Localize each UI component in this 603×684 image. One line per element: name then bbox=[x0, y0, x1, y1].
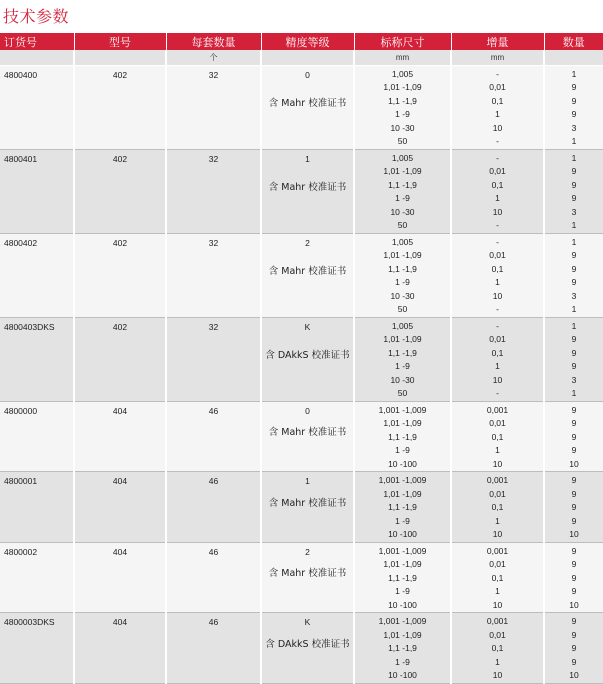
qty-per-set-cell: 46 bbox=[166, 613, 261, 684]
nominal-size-cell-line: 1 -9 bbox=[395, 586, 410, 596]
increment-cell-line: 0,1 bbox=[491, 431, 504, 442]
model-cell: 404 bbox=[74, 472, 166, 543]
certificate-note: 含 Mahr 校准证书 bbox=[268, 427, 347, 438]
count-cell-line: 9 bbox=[571, 250, 577, 260]
nominal-size-cell-line: 1,01 -1,09 bbox=[383, 559, 422, 569]
count-cell-line: 9 bbox=[571, 572, 577, 583]
grade-cell bbox=[261, 233, 354, 317]
nominal-size-cell-line: 1,005 bbox=[391, 68, 414, 79]
increment-cell-line: 0,01 bbox=[489, 166, 506, 176]
increment-cell-line: - bbox=[496, 68, 499, 79]
order-number-cell: 4800402 bbox=[0, 233, 74, 317]
nominal-size-cell bbox=[354, 149, 451, 233]
count-cell-line: 9 bbox=[571, 515, 577, 526]
grade-cell bbox=[261, 65, 354, 149]
increment-cell-line: 0,1 bbox=[491, 179, 504, 190]
nominal-size-cell-line: 50 bbox=[397, 304, 408, 314]
header-nominal-size: 标称尺寸 bbox=[354, 33, 451, 50]
table-row bbox=[0, 65, 603, 149]
count-cell-line: 1 bbox=[571, 68, 577, 79]
qty-per-set-cell: 46 bbox=[166, 401, 261, 472]
nominal-size-cell-line: 1,005 bbox=[391, 320, 414, 331]
unit-cell bbox=[74, 50, 166, 65]
table-row bbox=[0, 149, 603, 233]
count-cell-line: 1 bbox=[571, 304, 577, 314]
count-cell-line: 9 bbox=[571, 643, 577, 653]
count-cell-line: 9 bbox=[571, 277, 577, 287]
nominal-size-cell-line: 1,1 -1,9 bbox=[388, 179, 417, 190]
increment-cell-line: 10 bbox=[492, 122, 503, 133]
increment-cell-line: 1 bbox=[495, 277, 500, 287]
page-title: 技术参数 bbox=[3, 7, 70, 26]
header-increment: 增量 bbox=[451, 33, 544, 50]
grade-value: 0 bbox=[305, 69, 310, 80]
count-cell bbox=[544, 472, 603, 543]
nominal-size-cell-line: 1,01 -1,09 bbox=[383, 166, 422, 176]
count-cell-line: 9 bbox=[571, 616, 577, 626]
table-row bbox=[0, 401, 603, 472]
nominal-size-cell-line: 1,1 -1,9 bbox=[388, 347, 417, 358]
count-cell-line: 9 bbox=[571, 656, 577, 667]
grade-value: 2 bbox=[305, 237, 310, 248]
grade-value: K bbox=[304, 321, 311, 332]
grade-cell bbox=[261, 542, 354, 613]
model-cell: 402 bbox=[74, 65, 166, 149]
count-cell-line: 9 bbox=[571, 445, 577, 455]
nominal-size-cell-line: 1 -9 bbox=[395, 193, 410, 203]
increment-cell-line: 0,001 bbox=[486, 545, 509, 556]
increment-cell-line: 10 bbox=[492, 290, 503, 301]
increment-cell bbox=[451, 65, 544, 149]
increment-cell-line: 0,01 bbox=[489, 488, 506, 499]
nominal-size-cell-line: 10 -100 bbox=[388, 599, 417, 610]
count-cell bbox=[544, 317, 603, 401]
nominal-size-cell-line: 10 -30 bbox=[390, 122, 415, 133]
increment-cell-line: 1 bbox=[495, 656, 500, 667]
grade-value: 1 bbox=[305, 476, 310, 486]
qty-per-set-cell: 46 bbox=[166, 542, 261, 613]
increment-cell-line: - bbox=[496, 136, 499, 146]
grade-value: 2 bbox=[305, 546, 310, 557]
nominal-size-cell bbox=[354, 472, 451, 543]
increment-cell-line: 0,01 bbox=[489, 82, 506, 92]
count-cell bbox=[544, 65, 603, 149]
increment-cell-line: 0,01 bbox=[489, 418, 506, 428]
qty-per-set-cell: 32 bbox=[166, 65, 261, 149]
unit-cell bbox=[544, 50, 603, 65]
model-cell: 402 bbox=[74, 317, 166, 401]
increment-cell-line: 1 bbox=[495, 361, 500, 371]
count-cell-line: 9 bbox=[571, 82, 577, 92]
nominal-size-cell-line: 1 -9 bbox=[395, 361, 410, 371]
count-cell bbox=[544, 542, 603, 613]
model-cell: 404 bbox=[74, 401, 166, 472]
increment-cell-line: 10 bbox=[492, 458, 503, 469]
increment-cell-line: 0,1 bbox=[491, 263, 504, 274]
count-cell-line: 3 bbox=[571, 206, 577, 217]
count-cell-line: 1 bbox=[571, 136, 577, 146]
count-cell bbox=[544, 613, 603, 684]
increment-cell-line: - bbox=[496, 152, 499, 163]
count-cell-line: 10 bbox=[569, 458, 579, 469]
increment-cell-line: 0,1 bbox=[491, 347, 504, 358]
nominal-size-cell-line: 1,01 -1,09 bbox=[383, 250, 422, 260]
nominal-size-cell-line: 10 -30 bbox=[390, 374, 415, 385]
count-cell-line: 9 bbox=[571, 502, 577, 512]
header-row bbox=[0, 33, 603, 50]
increment-cell-line: - bbox=[496, 220, 499, 230]
count-cell-line: 9 bbox=[571, 418, 577, 428]
nominal-size-cell-line: 50 bbox=[397, 220, 408, 230]
increment-cell bbox=[451, 401, 544, 472]
certificate-note: 含 Mahr 校准证书 bbox=[268, 266, 347, 277]
count-cell-line: 10 bbox=[569, 599, 579, 610]
increment-cell-line: 1 bbox=[495, 586, 500, 596]
count-cell-line: 9 bbox=[571, 179, 577, 190]
grade-value: 1 bbox=[305, 153, 310, 164]
certificate-note: 含 Mahr 校准证书 bbox=[268, 568, 347, 579]
increment-cell-line: 0,001 bbox=[486, 475, 509, 485]
nominal-size-cell-line: 1 -9 bbox=[395, 277, 410, 287]
count-cell-line: 1 bbox=[571, 320, 577, 331]
nominal-size-cell-line: 1,1 -1,9 bbox=[388, 643, 417, 653]
grade-value: K bbox=[304, 617, 311, 627]
nominal-size-cell-line: 1,001 -1,009 bbox=[378, 616, 427, 626]
qty-per-set-cell: 32 bbox=[166, 233, 261, 317]
count-cell-line: 9 bbox=[571, 361, 577, 371]
increment-cell bbox=[451, 233, 544, 317]
nominal-size-cell-line: 1 -9 bbox=[395, 445, 410, 455]
increment-cell-line: 10 bbox=[492, 206, 503, 217]
certificate-note: 含 Mahr 校准证书 bbox=[268, 182, 347, 193]
unit-cell bbox=[0, 50, 74, 65]
model-cell: 402 bbox=[74, 233, 166, 317]
nominal-size-cell bbox=[354, 542, 451, 613]
increment-cell-line: - bbox=[496, 304, 499, 314]
order-number-cell: 4800001 bbox=[0, 472, 74, 543]
count-cell-line: 10 bbox=[569, 529, 579, 539]
increment-cell-line: 0,1 bbox=[491, 643, 504, 653]
certificate-note: 含 Mahr 校准证书 bbox=[268, 497, 347, 509]
increment-cell-line: 10 bbox=[492, 670, 503, 680]
unit-cell: mm bbox=[451, 50, 544, 65]
increment-cell bbox=[451, 472, 544, 543]
table-row bbox=[0, 233, 603, 317]
nominal-size-cell-line: 1,1 -1,9 bbox=[388, 572, 417, 583]
increment-cell-line: 1 bbox=[495, 515, 500, 526]
nominal-size-cell-line: 50 bbox=[397, 388, 408, 398]
count-cell-line: 9 bbox=[571, 95, 577, 106]
increment-cell-line: 0,001 bbox=[486, 616, 509, 626]
nominal-size-cell-line: 1,1 -1,9 bbox=[388, 263, 417, 274]
header-qty-per-set: 每套数量 bbox=[166, 33, 261, 50]
count-cell-line: 3 bbox=[571, 122, 577, 133]
model-cell: 402 bbox=[74, 149, 166, 233]
count-cell-line: 9 bbox=[571, 629, 577, 640]
count-cell-line: 9 bbox=[571, 193, 577, 203]
count-cell-line: 1 bbox=[571, 388, 577, 398]
count-cell-line: 1 bbox=[571, 152, 577, 163]
nominal-size-cell bbox=[354, 317, 451, 401]
header-count: 数量 bbox=[544, 33, 603, 50]
header-model: 型号 bbox=[74, 33, 166, 50]
increment-cell-line: 0,01 bbox=[489, 559, 506, 569]
count-cell-line: 9 bbox=[571, 475, 577, 485]
nominal-size-cell-line: 1,01 -1,09 bbox=[383, 418, 422, 428]
count-cell-line: 9 bbox=[571, 586, 577, 596]
nominal-size-cell-line: 1,1 -1,9 bbox=[388, 431, 417, 442]
increment-cell-line: 10 bbox=[492, 374, 503, 385]
count-cell-line: 9 bbox=[571, 263, 577, 274]
count-cell-line: 9 bbox=[571, 166, 577, 176]
count-cell-line: 9 bbox=[571, 334, 577, 344]
increment-cell bbox=[451, 542, 544, 613]
model-cell: 404 bbox=[74, 542, 166, 613]
count-cell-line: 9 bbox=[571, 404, 577, 415]
qty-per-set-cell: 32 bbox=[166, 317, 261, 401]
count-cell bbox=[544, 233, 603, 317]
nominal-size-cell-line: 1,001 -1,009 bbox=[378, 475, 427, 485]
nominal-size-cell-line: 10 -100 bbox=[388, 458, 417, 469]
increment-cell-line: 1 bbox=[495, 193, 500, 203]
increment-cell-line: - bbox=[496, 236, 499, 247]
grade-cell bbox=[261, 149, 354, 233]
table-row bbox=[0, 613, 603, 684]
count-cell-line: 3 bbox=[571, 374, 577, 385]
increment-cell-line: 0,01 bbox=[489, 629, 506, 640]
increment-cell bbox=[451, 149, 544, 233]
nominal-size-cell-line: 1,005 bbox=[391, 236, 414, 247]
order-number-cell: 4800403DKS bbox=[0, 317, 74, 401]
nominal-size-cell bbox=[354, 233, 451, 317]
grade-cell bbox=[261, 401, 354, 472]
nominal-size-cell-line: 1,001 -1,009 bbox=[378, 545, 427, 556]
increment-cell-line: - bbox=[496, 320, 499, 331]
spec-table bbox=[0, 33, 603, 684]
nominal-size-cell-line: 1,01 -1,09 bbox=[383, 488, 422, 499]
nominal-size-cell-line: 1,01 -1,09 bbox=[383, 629, 422, 640]
nominal-size-cell-line: 1,1 -1,9 bbox=[388, 502, 417, 512]
model-cell: 404 bbox=[74, 613, 166, 684]
nominal-size-cell-line: 10 -30 bbox=[390, 206, 415, 217]
order-number-cell: 4800400 bbox=[0, 65, 74, 149]
unit-cell bbox=[261, 50, 354, 65]
nominal-size-cell bbox=[354, 613, 451, 684]
increment-cell-line: - bbox=[496, 388, 499, 398]
unit-cell: 个 bbox=[166, 50, 261, 65]
count-cell-line: 3 bbox=[571, 290, 577, 301]
increment-cell-line: 1 bbox=[495, 445, 500, 455]
table-row bbox=[0, 317, 603, 401]
increment-cell-line: 0,01 bbox=[489, 250, 506, 260]
nominal-size-cell-line: 10 -100 bbox=[388, 529, 417, 539]
nominal-size-cell-line: 1,01 -1,09 bbox=[383, 82, 422, 92]
increment-cell-line: 10 bbox=[492, 529, 503, 539]
count-cell-line: 9 bbox=[571, 347, 577, 358]
certificate-note: 含 DAkkS 校准证书 bbox=[265, 350, 350, 361]
order-number-cell: 4800000 bbox=[0, 401, 74, 472]
count-cell-line: 10 bbox=[569, 670, 579, 680]
nominal-size-cell-line: 1 -9 bbox=[395, 656, 410, 667]
nominal-size-cell bbox=[354, 401, 451, 472]
unit-cell: mm bbox=[354, 50, 451, 65]
certificate-note: 含 DAkkS 校准证书 bbox=[265, 638, 350, 650]
count-cell-line: 1 bbox=[571, 236, 577, 247]
certificate-note: 含 Mahr 校准证书 bbox=[268, 98, 347, 109]
increment-cell-line: 0,1 bbox=[491, 502, 504, 512]
qty-per-set-cell: 32 bbox=[166, 149, 261, 233]
units-row bbox=[0, 50, 603, 65]
increment-cell bbox=[451, 317, 544, 401]
nominal-size-cell-line: 1,005 bbox=[391, 152, 414, 163]
count-cell-line: 9 bbox=[571, 431, 577, 442]
increment-cell-line: 0,1 bbox=[491, 572, 504, 583]
order-number-cell: 4800003DKS bbox=[0, 613, 74, 684]
table-row bbox=[0, 472, 603, 543]
nominal-size-cell-line: 1,01 -1,09 bbox=[383, 334, 422, 344]
count-cell bbox=[544, 401, 603, 472]
nominal-size-cell bbox=[354, 65, 451, 149]
count-cell-line: 9 bbox=[571, 109, 577, 119]
count-cell-line: 9 bbox=[571, 559, 577, 569]
header-order-no: 订货号 bbox=[0, 33, 74, 50]
increment-cell bbox=[451, 613, 544, 684]
nominal-size-cell-line: 50 bbox=[397, 136, 408, 146]
increment-cell-line: 1 bbox=[495, 109, 500, 119]
table-body bbox=[0, 65, 603, 683]
nominal-size-cell-line: 1 -9 bbox=[395, 515, 410, 526]
nominal-size-cell-line: 1 -9 bbox=[395, 109, 410, 119]
grade-cell bbox=[261, 472, 354, 543]
nominal-size-cell-line: 1,001 -1,009 bbox=[378, 404, 427, 415]
grade-cell bbox=[261, 613, 354, 684]
nominal-size-cell-line: 10 -100 bbox=[388, 670, 417, 680]
nominal-size-cell-line: 10 -30 bbox=[390, 290, 415, 301]
count-cell-line: 1 bbox=[571, 220, 577, 230]
count-cell-line: 9 bbox=[571, 545, 577, 556]
increment-cell-line: 0,01 bbox=[489, 334, 506, 344]
table-row bbox=[0, 542, 603, 613]
order-number-cell: 4800401 bbox=[0, 149, 74, 233]
count-cell bbox=[544, 149, 603, 233]
qty-per-set-cell: 46 bbox=[166, 472, 261, 543]
count-cell-line: 9 bbox=[571, 488, 577, 499]
grade-value: 0 bbox=[305, 405, 310, 416]
header-grade: 精度等级 bbox=[261, 33, 354, 50]
increment-cell-line: 0,1 bbox=[491, 95, 504, 106]
order-number-cell: 4800002 bbox=[0, 542, 74, 613]
increment-cell-line: 10 bbox=[492, 599, 503, 610]
grade-cell bbox=[261, 317, 354, 401]
increment-cell-line: 0,001 bbox=[486, 404, 509, 415]
nominal-size-cell-line: 1,1 -1,9 bbox=[388, 95, 417, 106]
